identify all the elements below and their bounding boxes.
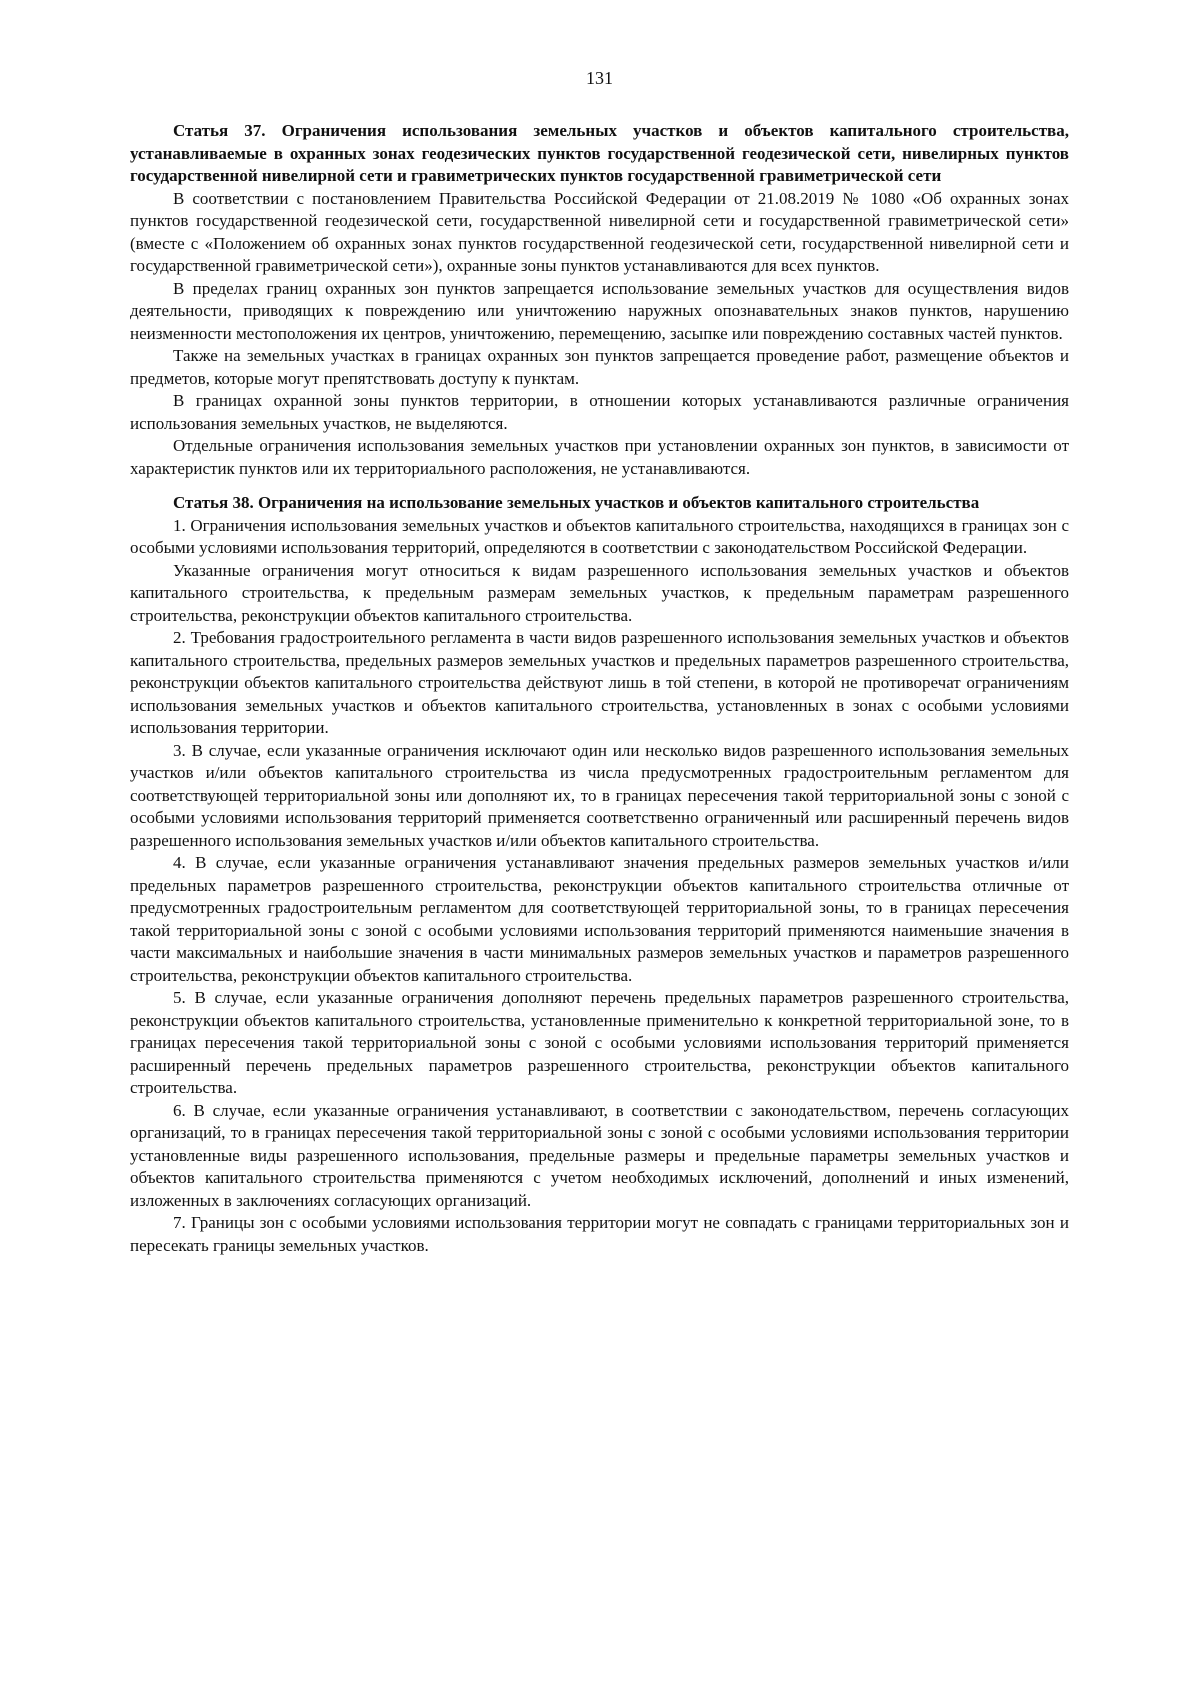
article-37-paragraph: В границах охранной зоны пунктов территории, в отношении которых устанавливаются различные ограничения использования земельных участков, не выделяются. [130, 391, 1069, 433]
article-37-paragraph: В соответствии с постановлением Правительства Российской Федерации от 21.08.2019 № 1080 «Об охранных зонах пунктов государственной геодезической сети, государственной нивелирной сети и государственной гравиметрической сети» (вместе с «Положением об охранных зонах пунктов государственной геодезической сети, государственной нивелирной сети и государственной гравиметрической сети»), охранные зоны пунктов устанавливаются для всех пунктов. [130, 188, 1069, 275]
article-37-paragraph: В пределах границ охранных зон пунктов запрещается использование земельных участков для осуществления видов деятельности, приводящих к повреждению или уничтожению наружных опознавательных знаков пунктов, нарушению неизменности местоположения их центров, уничтожению, перемещению, засыпке или повреждению составных частей пунктов. [130, 278, 1069, 343]
article-38-title: Статья 38. Ограничения на использование земельных участков и объектов капитального строительства [173, 493, 980, 512]
article-38-paragraph: Указанные ограничения могут относиться к видам разрешенного использования земельных участков и объектов капитального строительства, к предельным размерам земельных участков, к предельным параметрам разрешенного строительства, реконструкции объектов капитального строительства. [130, 560, 1069, 625]
article-38-paragraph: 3. В случае, если указанные ограничения исключают один или несколько видов разрешенного использования земельных участков и/или объектов капитального строительства из числа предусмотренных градостроительным регламентом для соответствующей территориальной зоны или дополняют их, то в границах пересечения такой территориальной зоны с зоной с особыми условиями использования территорий применяется соответственно ограниченный или расширенный перечень видов разрешенного использования земельных участков и/или объектов капитального строительства. [130, 740, 1069, 850]
article-37-title: Статья 37. Ограничения использования земельных участков и объектов капитального строительства, устанавливаемые в охранных зонах геодезических пунктов государственной геодезической сети, нивелирных пунктов государственной нивелирной сети и гравиметрических пунктов государственной гравиметрической сети [130, 121, 1069, 185]
article-38-paragraph: 2. Требования градостроительного регламента в части видов разрешенного использования земельных участков и объектов капитального строительства, предельных размеров земельных участков и предельных параметров разрешенного строительства, реконструкции объектов капитального строительства действуют лишь в той степени, в которой не противоречат ограничениям использования земельных участков и объектов капитального строительства, установленных в зонах с особыми условиями использования территории. [130, 628, 1069, 737]
article-38 [130, 492, 1069, 1257]
article-38-paragraph: 4. В случае, если указанные ограничения устанавливают значения предельных размеров земельных участков и/или предельных параметров разрешенного строительства, реконструкции объектов капитального строительства отличные от предусмотренных градостроительным регламентом для соответствующей территориальной зоны, то в границах пересечения такой территориальной зоны с зоной с особыми условиями использования территорий применяются наименьшие значения в части максимальных и наибольшие значения в части минимальных размеров земельных участков и параметров разрешенного строительства, реконструкции объектов капитального строительства. [130, 853, 1069, 985]
article-38-paragraph: 5. В случае, если указанные ограничения дополняют перечень предельных параметров разрешенного строительства, реконструкции объектов капитального строительства, установленные применительно к конкретной территориальной зоне, то в границах пересечения такой территориальной зоны с зоной с особыми условиями использования территорий применяется расширенный перечень предельных параметров разрешенного строительства, реконструкции объектов капитального строительства. [130, 988, 1069, 1097]
article-38-paragraph: 7. Границы зон с особыми условиями использования территории могут не совпадать с границами территориальных зон и пересекать границы земельных участков. [130, 1213, 1069, 1255]
article-38-paragraph: 1. Ограничения использования земельных участков и объектов капитального строительства, находящихся в границах зон с особыми условиями использования территорий, определяются в соответствии с законодательством Российской Федерации. [130, 515, 1069, 557]
article-38-paragraph: 6. В случае, если указанные ограничения устанавливают, в соответствии с законодательством, перечень согласующих организаций, то в границах пересечения такой территориальной зоны с зоной с особыми условиями использования территории установленные виды разрешенного использования, предельные размеры и предельные параметры земельных участков и объектов капитального строительства применяются с учетом необходимых исключений, дополнений и иных изменений, изложенных в заключениях согласующих организаций. [130, 1100, 1069, 1210]
article-37-paragraph: Отдельные ограничения использования земельных участков при установлении охранных зон пунктов, в зависимости от характеристик пунктов или их территориального расположения, не устанавливаются. [130, 436, 1069, 478]
article-37 [130, 120, 1069, 480]
document-page [130, 66, 1069, 1257]
page-number: 131 [586, 68, 613, 88]
article-37-paragraph: Также на земельных участках в границах охранных зон пунктов запрещается проведение работ, размещение объектов и предметов, которые могут препятствовать доступу к пунктам. [130, 346, 1069, 388]
